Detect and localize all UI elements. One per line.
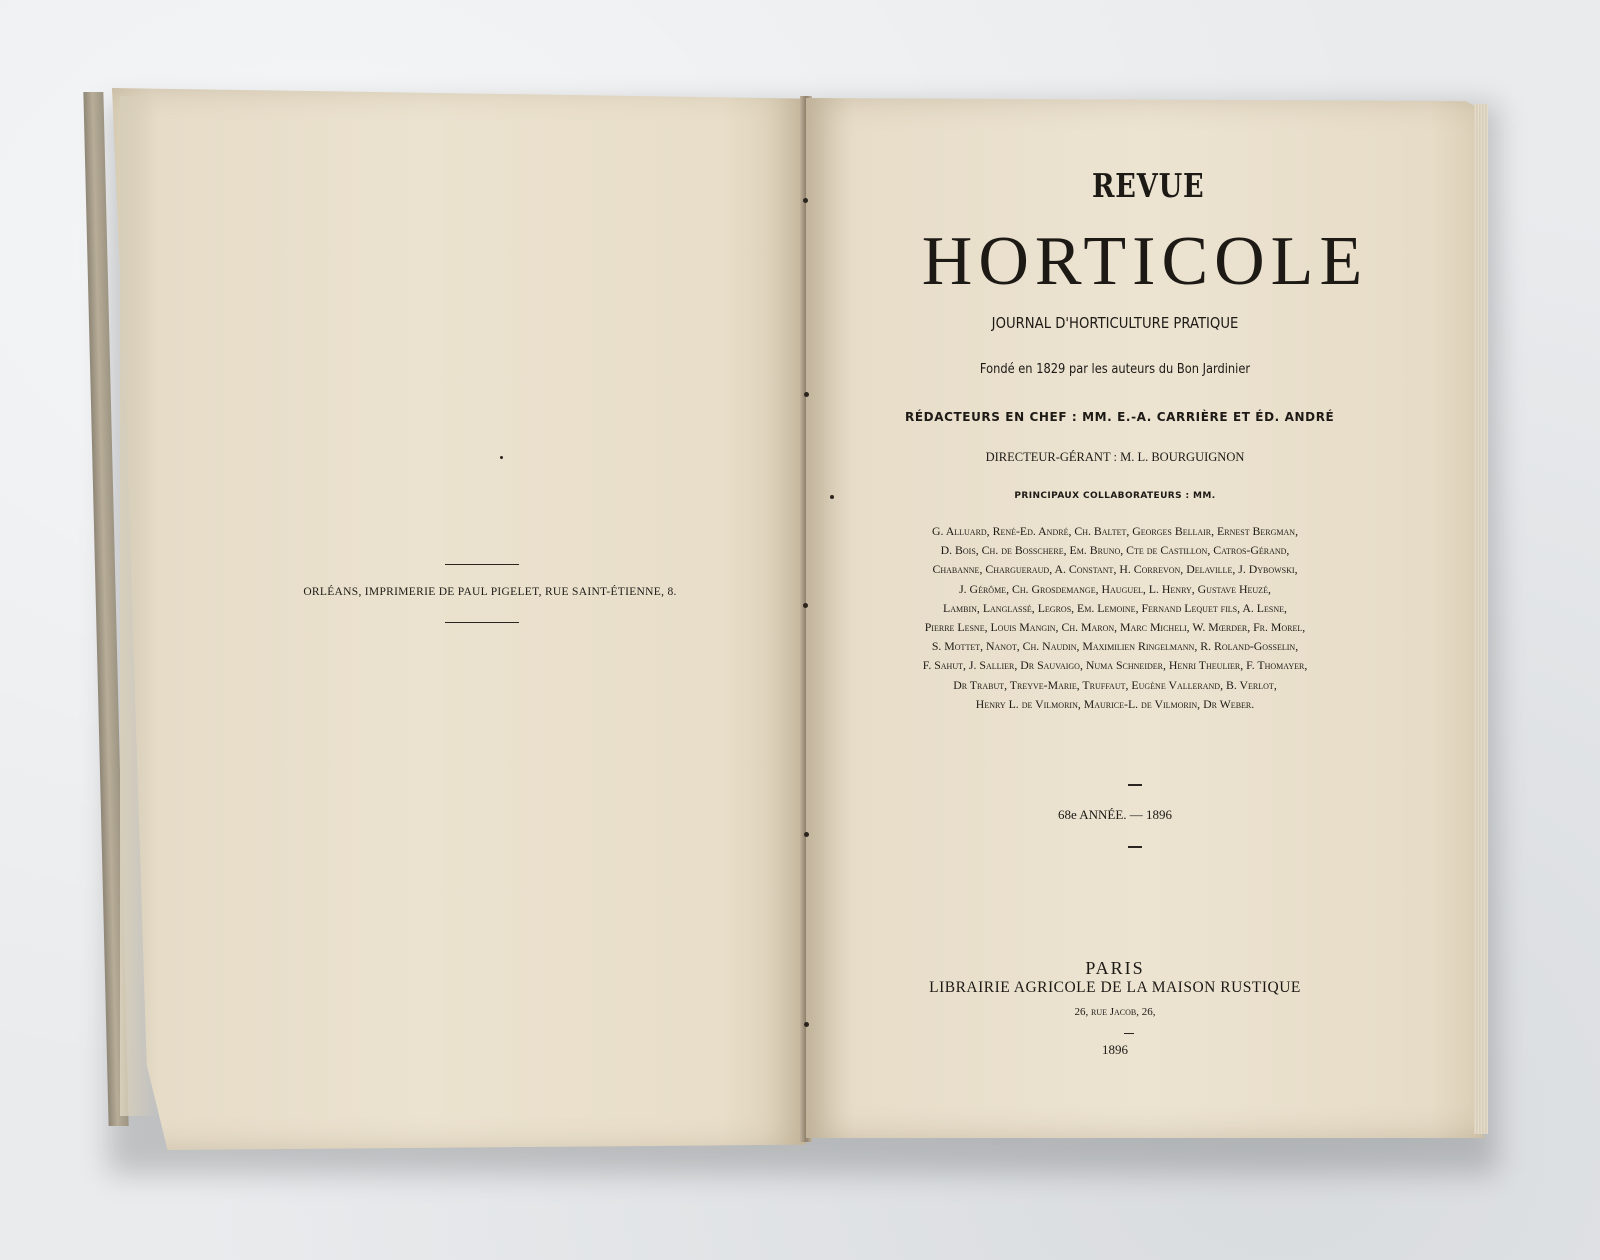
collaborators-line: Dr Trabut, Treyve-Marie, Truffaut, Eugène Vallerand, B. Verlot,: [953, 678, 1277, 692]
binding-thread-mark: [803, 603, 808, 608]
collaborators-line: F. Sahut, J. Sallier, Dr Sauvaigo, Numa Schneider, Henri Theulier, F. Thomayer,: [922, 658, 1308, 672]
edition-line: 68e ANNÉE. — 1896: [1057, 807, 1173, 822]
imprint-city: PARIS: [1085, 958, 1145, 978]
edition-rule-bottom: [1128, 846, 1142, 848]
title-horticole: HORTICOLE: [921, 223, 1369, 300]
page-stack-edge: [1474, 104, 1488, 1134]
publisher-line: LIBRAIRIE AGRICOLE DE LA MAISON RUSTIQUE: [929, 979, 1301, 996]
collaborators-line: Lambin, Langlassé, Legros, Em. Lemoine, Fernand Lequet fils, A. Lesne,: [943, 601, 1287, 615]
collaborators-line: G. Alluard, René-Ed. André, Ch. Baltet, Georges Bellair, Ernest Bergman,: [931, 524, 1299, 538]
editors-line: RÉDACTEURS EN CHEF : MM. E.-A. CARRIÈRE ET ÉD. ANDRÉ: [905, 410, 1335, 424]
imprint-year: 1896: [1102, 1042, 1128, 1057]
collaborators-line: Chabanne, Chargueraud, A. Constant, H. Correvon, Delaville, J. Dybowski,: [932, 562, 1298, 576]
binding-thread-mark: [803, 198, 808, 203]
director-line: DIRECTEUR-GÉRANT : M. L. BOURGUIGNON: [985, 450, 1245, 464]
printer-imprint: ORLÉANS, IMPRIMERIE DE PAUL PIGELET, RUE SAINT-ÉTIENNE, 8.: [303, 586, 677, 598]
printer-rule-top: [445, 564, 519, 565]
founded-line: Fondé en 1829 par les auteurs du Bon Jardinier: [979, 362, 1251, 377]
left-page-edge-shade: [120, 96, 160, 1116]
collaborators-line: D. Bois, Ch. de Bosschere, Em. Bruno, Cte de Castillon, Catros-Gérand,: [940, 543, 1290, 557]
collaborators-line: S. Mottet, Nanot, Ch. Naudin, Maximilien Ringelmann, R. Roland-Gosselin,: [931, 639, 1299, 653]
page-speck: [500, 456, 503, 459]
edition-rule-top: [1128, 784, 1142, 786]
year-rule: [1124, 1033, 1134, 1034]
title-revue: REVUE: [1092, 166, 1205, 205]
collaborators-line: Henry L. de Vilmorin, Maurice-L. de Vilmorin, Dr Weber.: [975, 697, 1255, 711]
left-page: [112, 88, 806, 1150]
subtitle: JOURNAL D'HORTICULTURE PRATIQUE: [991, 314, 1239, 332]
binding-thread-mark: [804, 832, 809, 837]
binding-thread-mark: [804, 1022, 809, 1027]
collaborators-line: Pierre Lesne, Louis Mangin, Ch. Maron, Marc Micheli, W. Mœrder, Fr. Morel,: [924, 620, 1306, 634]
publisher-address: 26, rue Jacob, 26,: [1074, 1006, 1156, 1018]
printer-rule-bottom: [445, 622, 519, 623]
binding-thread-mark: [804, 392, 809, 397]
collaborators-heading: PRINCIPAUX COLLABORATEURS : MM.: [1014, 491, 1216, 501]
collaborators-line: J. Gérôme, Ch. Grosdemange, Hauguel, L. Henry, Gustave Heuzé,: [959, 582, 1271, 596]
page-speck: [830, 495, 834, 499]
